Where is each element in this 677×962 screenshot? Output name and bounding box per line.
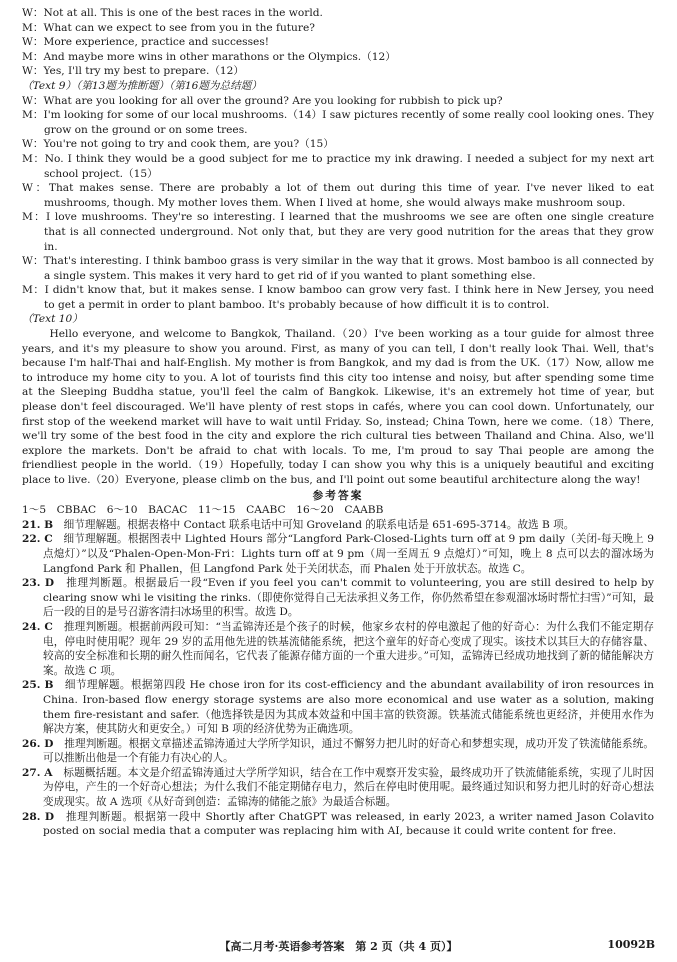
explanation-text: 推理判断题。根据第一段中 Shortly after ChatGPT was released, in early 2023, a writer named Jason Colavito posted on social media that a computer was replacing him with AI, because it could write content for free. — [43, 810, 655, 838]
explanation-number: 28. D — [22, 810, 55, 823]
dialogue-line: M：I love mushrooms. They're so interesting. I learned that the mushrooms we see are often one single creature that is all connected underground. Not only that, but they are very good nutrition for the areas that they grow in. — [22, 211, 654, 253]
explanation-item — [22, 620, 654, 678]
dialogue-line: W：That makes sense. There are probably a lot of them out during this time of year. I've never liked to eat mushrooms, though. My mother loves them. When I lived at home, she would always make mushroom soup. — [22, 182, 654, 209]
dialogue-line: M：And maybe more wins in other marathons or the Olympics.（12） — [22, 50, 396, 63]
dialogue-line: W：That's interesting. I think bamboo grass is very similar in the way that it grows. Most bamboo is all connected by a single system. This makes it very hard to get rid of if you wanted to plant something else. — [22, 255, 654, 282]
explanation-item — [22, 576, 654, 620]
transcript-top — [22, 6, 654, 79]
page-content — [22, 6, 654, 839]
explanation-item — [22, 678, 654, 736]
explanation-text: 推理判断题。根据最后一段“Even if you feel you can't commit to volunteering, you are still desired to help by clearing snow whi le visiting the rinks.（即使你觉得自己无法承担义务工作，你仍然希望在参观溜冰场时帮忙扫雪）”可知，最后一段的目的是号召游客清扫冰场里的积雪。故选 D。 — [43, 577, 655, 619]
explanation-item — [22, 532, 654, 576]
footer-text: 【高二月考·英语参考答案 第 2 页（共 4 页）】 — [219, 940, 458, 953]
explanations — [22, 518, 654, 839]
explanation-number: 22. C — [22, 533, 53, 546]
explanation-number: 27. A — [22, 766, 53, 779]
explanation-text: 推理判断题。根据文章描述孟锦涛通过大学所学知识，通过不懈努力把儿时的好奇心和梦想实现，成功开发了铁流储能系统。可以推断出他是一个有能力有决心的人。 — [43, 737, 654, 765]
explanation-item — [22, 737, 654, 766]
explanation-number: 23. D — [22, 577, 55, 590]
explanation-item — [22, 766, 654, 810]
answer-keys: 1～5 CBBAC 6～10 BACAC 11～15 CAABC 16～20 CAABB — [22, 504, 384, 517]
dialogue-line: M：No. I think they would be a good subject for me to practice my ink drawing. I needed a subject for my next art school project.（15） — [22, 152, 654, 180]
dialogue-line: M：What can we expect to see from you in the future? — [22, 21, 315, 34]
dialogue-line: M：I didn't know that, but it makes sense. I know bamboo can grow very fast. I think here in New Jersey, you need to get a permit in order to plant bamboo. It's probably because of how difficult it is to control. — [22, 284, 654, 311]
footer-code: 10092B — [607, 938, 655, 951]
dialogue-line: M：I'm looking for some of our local mushrooms.（14）I saw pictures recently of some really cool looking ones. They grow on the ground or on some trees. — [22, 109, 654, 136]
explanation-text: 标题概括题。本文是介绍孟锦涛通过大学所学知识，结合在工作中观察开发实验，最终成功开了铁流储能系统，实现了儿时因为停电，产生的一个好奇心想法；为什么我们不能定期储存电力，然后在停电时使用呢。最终通过知识和努力把儿时的好奇心想法变成现实。故 A 选项《从好奇到创造：孟锦涛的储能之旅》为最适合标题。 — [43, 766, 655, 809]
explanation-number: 24. C — [22, 620, 53, 633]
explanation-text: 细节理解题。根据表格中 Contact 联系电话中可知 Groveland 的联系电话是 651-695-3714。故选 B 项。 — [63, 518, 575, 531]
dialogue-line: W：More experience, practice and successes! — [22, 36, 270, 49]
text9-label: （Text 9）（第13题为推断题）（第16题为总结题） — [22, 79, 262, 92]
explanation-number: 26. D — [22, 737, 54, 750]
dialogue-line: W：You're not going to try and cook them, are you?（15） — [22, 138, 334, 151]
explanation-number: 25. B — [22, 679, 54, 692]
explanation-item — [22, 518, 654, 533]
explanation-text: 细节理解题。根据第四段 He chose iron for its cost-efficiency and the abundant availability of iron resources in China. Iron-based flow energy storage systems are also more economical and use water as a solution, making them fire-resistant and safer.（他选择铁是因为其成本效益和中国丰富的铁资源。铁基流式储能系统也更经济，并使用水作为解决方案，使其防火和更安全。）可知 B 项的经济优势为正确选项。 — [43, 679, 655, 736]
explanation-item — [22, 810, 654, 839]
dialogue-line: W：Yes, I'll try my best to prepare.（12） — [22, 65, 245, 78]
explanation-text: 细节理解题。根据图表中 Lighted Hours 部分“Langford Park-Closed-Lights turn off at 9 pm daily（关闭-每天晚上 9 点熄灯）”以及“Phalen-Open-Mon-Fri：Lights turn off at 9 pm（周一至周五 9 点熄灯）”可知，晚上 8 点可以去的溜冰场为 Langfond Park 和 Phallen，但 Langfond Park 处于关闭状态，而 Phalen 处于开放状态。故选 C。 — [43, 533, 654, 575]
dialogue-line: W：Not at all. This is one of the best races in the world. — [22, 7, 323, 19]
explanation-number: 21. B — [22, 518, 54, 531]
text10-paragraph: Hello everyone, and welcome to Bangkok, Thailand.（20）I've been working as a tour guide for almost three years, and it's my pleasure to show you around. First, as many of you can tell, I don't really look Thai. Well, that's because I'm half-Thai and half-English. My mother is from Bangkok, and my dad is from the UK.（17）Now, allow me to introduce my home city to you. A lot of tourists find this city too intense and noisy, but after spending some time at the Sleeping Buddha statue, you'll feel the calm of Bangkok. Likewise, it's an extremely hot time of year, but please don't feel discouraged. We'll have plenty of rest stops in cafés, where you can cool down. Unfortunately, our first stop of the weekend market will have to wait until Friday. So, instead; China Town, here we come.（18）There, we'll try some of the best food in the city and explore the rich cultural ties between Thailand and China. Also, we'll explore the markets. Don't be afraid to chat with locals. To me, I'm proud to say Thai people are among the friendliest people in the world.（19）Hopefully, today I can show you why this is a uniquely beautiful and exciting place to live.（20）Everyone, please climb on the bus, and I'll point out some beautiful architecture along the way! — [22, 328, 654, 486]
dialogue-line: W：What are you looking for all over the ground? Are you looking for rubbish to pick up? — [22, 94, 503, 107]
explanation-text: 推理判断题。根据前两段可知：“当孟锦涛还是个孩子的时候，他家乡农村的停电激起了他的好奇心：为什么我们不能定期存电，停电时使用呢？现年 29 岁的孟用他先进的铁基流储能系统，把这个童年的好奇心变成了现实。该技术以其巨大的存储容量、较高的安全标准和长期的耐久性而闻名，它代表了能源存储方面的一个重大进步。”可知，孟锦涛已经成功地找到了新的储能解决方案。故选 C 项。 — [43, 620, 654, 677]
answers-heading: 参考答案 — [312, 489, 364, 502]
text9-dialogue — [22, 94, 654, 313]
text10-label: （Text 10） — [22, 313, 83, 326]
